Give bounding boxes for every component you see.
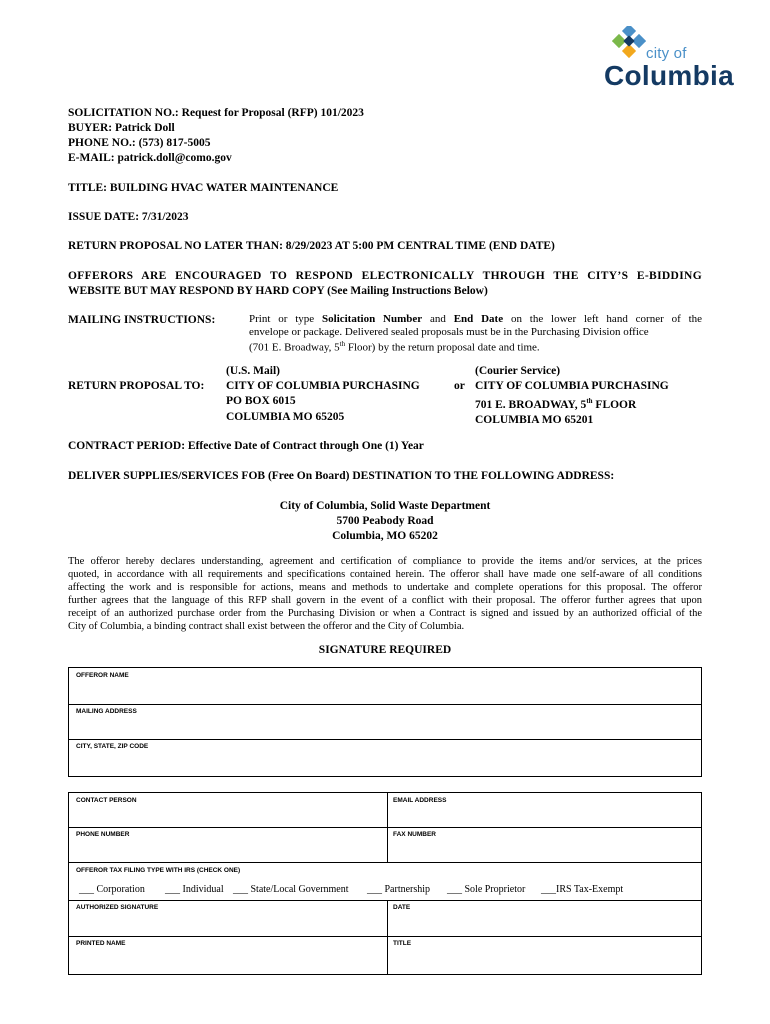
declaration-line: affecting the work and is responsible for actions, means and methods to undertake and complete operations for this proposal. The offeror bbox=[68, 582, 702, 593]
buyer-email: E-MAIL: patrick.doll@como.gov bbox=[68, 152, 232, 164]
tax-option-state-local-government[interactable]: ___ State/Local Government bbox=[233, 884, 349, 895]
courier-line2 bbox=[475, 394, 669, 413]
mailing-line-2: envelope or package. Delivered sealed proposals must be in the Purchasing Division office bbox=[249, 325, 649, 338]
tax-filing-options bbox=[79, 884, 695, 898]
city-state-zip-field[interactable] bbox=[69, 739, 701, 776]
usmail-heading: (U.S. Mail) bbox=[226, 365, 280, 377]
courier-text: 701 E. BROADWAY, 5 bbox=[475, 399, 587, 412]
declaration-line: receipt of an authorized purchase order from the Purchasing Division or when a Contract is signed and issued by an authorized official of the bbox=[68, 608, 702, 619]
declaration-line: City of Columbia, a binding contract shall exist between the offeror and the City of Columbia. bbox=[68, 621, 465, 632]
mailing-superscript: th bbox=[339, 340, 346, 348]
rfp-title: TITLE: BUILDING HVAC WATER MAINTENANCE bbox=[68, 182, 339, 194]
buyer-phone: PHONE NO.: (573) 817-5005 bbox=[68, 137, 211, 149]
destination-line1: City of Columbia, Solid Waste Department bbox=[279, 500, 491, 512]
mailing-text: Print or type bbox=[249, 313, 323, 325]
declaration-paragraph bbox=[68, 555, 702, 633]
mailing-line-1 bbox=[249, 313, 702, 326]
usmail-line1: CITY OF COLUMBIA PURCHASING bbox=[226, 380, 420, 393]
city-state-zip-label: CITY, STATE, ZIP CODE bbox=[76, 743, 149, 750]
mailing-text: (701 E. Broadway, 5 bbox=[249, 341, 340, 354]
tax-option-sole-proprietor[interactable]: ___ Sole Proprietor bbox=[447, 884, 526, 895]
mailing-text: and bbox=[422, 313, 454, 325]
email-address-field[interactable] bbox=[387, 793, 701, 827]
contact-person-label: CONTACT PERSON bbox=[76, 797, 137, 804]
contract-period: CONTRACT PERIOD: Effective Date of Contract through One (1) Year bbox=[68, 440, 424, 452]
mailing-text: on the lower left hand corner of the bbox=[503, 313, 703, 325]
mailing-solicitation-number-emph: Solicitation Number bbox=[322, 313, 423, 325]
deliver-heading: DELIVER SUPPLIES/SERVICES FOB (Free On Board) DESTINATION TO THE FOLLOWING ADDRESS: bbox=[68, 470, 615, 482]
fax-number-label: FAX NUMBER bbox=[393, 831, 436, 838]
tax-option-partnership[interactable]: ___ Partnership bbox=[367, 884, 431, 895]
offeror-name-label: OFFEROR NAME bbox=[76, 672, 129, 679]
title-label: TITLE bbox=[393, 940, 412, 947]
offeror-info-form bbox=[68, 667, 702, 777]
contact-person-field[interactable] bbox=[69, 793, 387, 827]
printed-name-label: PRINTED NAME bbox=[76, 940, 126, 947]
usmail-line2: PO BOX 6015 bbox=[226, 395, 296, 408]
solicitation-number: SOLICITATION NO.: Request for Proposal (RFP) 101/2023 bbox=[68, 107, 364, 119]
return-deadline: RETURN PROPOSAL NO LATER THAN: 8/29/2023 AT 5:00 PM CENTRAL TIME (END DATE) bbox=[68, 240, 555, 252]
issue-date: ISSUE DATE: 7/31/2023 bbox=[68, 211, 189, 223]
tax-option-individual[interactable]: ___ Individual bbox=[165, 884, 224, 895]
tax-option-irs-tax-exempt[interactable]: ___IRS Tax-Exempt bbox=[541, 884, 624, 895]
destination-address bbox=[185, 499, 585, 545]
offerors-notice-line2: WEBSITE BUT MAY RESPOND BY HARD COPY (See Mailing Instructions Below) bbox=[68, 285, 488, 297]
phone-number-field[interactable] bbox=[69, 827, 387, 862]
city-logo-mark-icon bbox=[612, 26, 646, 60]
authorized-signature-label: AUTHORIZED SIGNATURE bbox=[76, 904, 159, 911]
courier-line3: COLUMBIA MO 65201 bbox=[475, 414, 594, 427]
mailing-line-3 bbox=[249, 338, 702, 354]
offerors-notice bbox=[68, 269, 702, 299]
authorized-signature-field[interactable] bbox=[69, 900, 387, 936]
mailing-instructions-text bbox=[249, 313, 702, 354]
offeror-name-field[interactable] bbox=[69, 668, 701, 704]
city-logo bbox=[604, 26, 744, 92]
title-field[interactable] bbox=[387, 936, 701, 974]
signature-required-heading: SIGNATURE REQUIRED bbox=[318, 644, 452, 656]
logo-columbia-text: Columbia bbox=[604, 60, 734, 91]
courier-text: FLOOR bbox=[592, 399, 637, 412]
offerors-notice-line1: OFFERORS ARE ENCOURAGED TO RESPOND ELECTRONICALLY THROUGH THE CITY’S E-BIDDING bbox=[68, 270, 702, 282]
declaration-line: further agrees that the language of this RFP shall govern in the event of a conflict with their proposal. The offeror further agrees that upon bbox=[68, 595, 702, 606]
printed-name-field[interactable] bbox=[69, 936, 387, 974]
usmail-address bbox=[226, 364, 420, 425]
tax-option-corporation[interactable]: ___ Corporation bbox=[79, 884, 145, 895]
courier-heading: (Courier Service) bbox=[475, 365, 561, 377]
courier-superscript: th bbox=[586, 397, 593, 406]
logo-city-of-text: city of bbox=[646, 45, 687, 62]
declaration-line: quoted, in accordance with all requirements and specifications contained herein. The offeror shall have made one self-aware of all conditions bbox=[68, 569, 702, 580]
courier-address bbox=[475, 364, 669, 429]
mailing-end-date-emph: End Date bbox=[453, 313, 504, 325]
divider bbox=[69, 862, 701, 863]
mailing-instructions-label: MAILING INSTRUCTIONS: bbox=[68, 314, 216, 326]
buyer-name: BUYER: Patrick Doll bbox=[68, 122, 175, 134]
tax-filing-type-label: OFFEROR TAX FILING TYPE WITH IRS (CHECK ONE) bbox=[76, 867, 241, 874]
declaration-line: The offeror hereby declares understanding, agreement and certification of compliance to provide the items and/or services, at the prices bbox=[68, 556, 702, 567]
return-or-label: or bbox=[454, 380, 465, 392]
phone-number-label: PHONE NUMBER bbox=[76, 831, 130, 838]
contact-signature-form bbox=[68, 792, 702, 975]
header-block bbox=[68, 106, 364, 166]
courier-line1: CITY OF COLUMBIA PURCHASING bbox=[475, 380, 669, 393]
destination-line3: Columbia, MO 65202 bbox=[332, 530, 438, 543]
mailing-address-field[interactable] bbox=[69, 704, 701, 739]
date-field[interactable] bbox=[387, 900, 701, 936]
return-proposal-to-label: RETURN PROPOSAL TO: bbox=[68, 380, 205, 392]
mailing-text: Floor) by the return proposal date and time. bbox=[345, 341, 540, 354]
destination-line2: 5700 Peabody Road bbox=[336, 515, 434, 528]
email-address-label: EMAIL ADDRESS bbox=[393, 797, 447, 804]
fax-number-field[interactable] bbox=[387, 827, 701, 862]
mailing-address-label: MAILING ADDRESS bbox=[76, 708, 137, 715]
date-label: DATE bbox=[393, 904, 411, 911]
usmail-line3: COLUMBIA MO 65205 bbox=[226, 410, 345, 423]
